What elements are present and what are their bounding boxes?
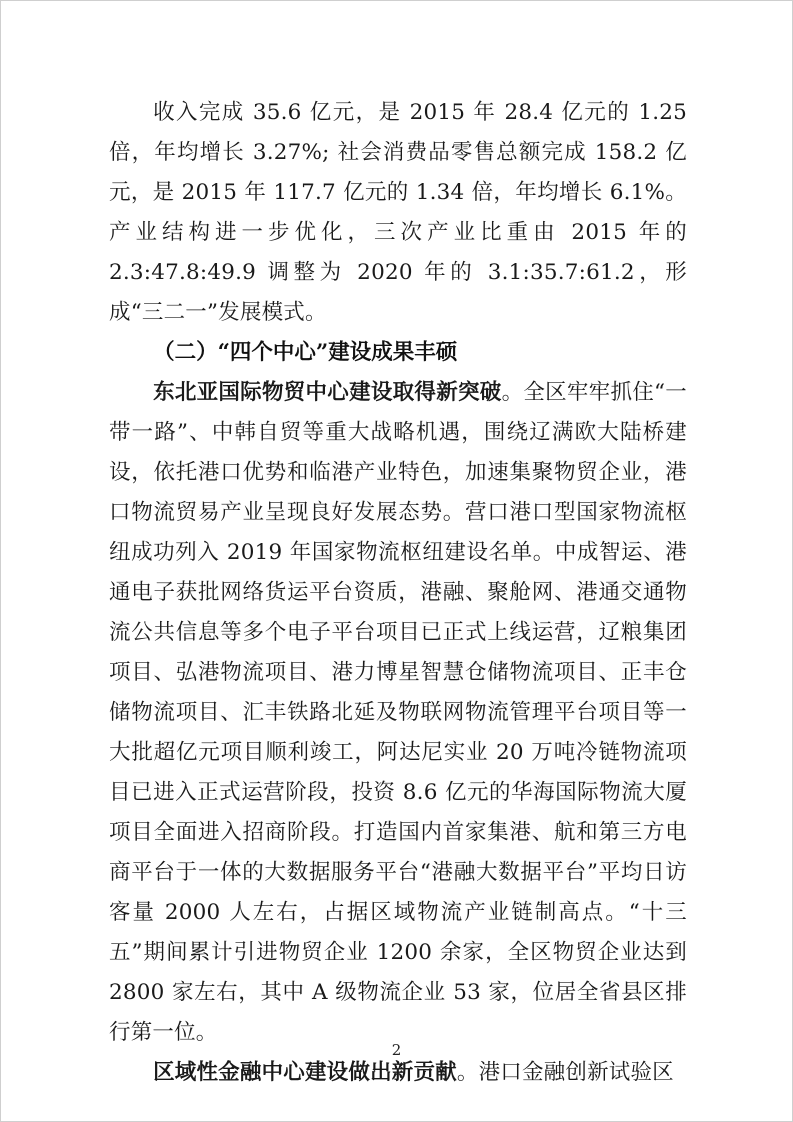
paragraph-body-northeast-asia: 。全区牢牢抓住“一带一路”、中韩自贸等重大战略机遇，围绕辽满欧大陆桥建设，依托港口优势和临港产业特色，加速集聚物贸企业，港口物流贸易产业呈现良好发展态势。营口港口型国家物流枢纽成功列入 2019 年国家物流枢纽建设名单。中成智运、港通电子获批网络货运平台资质，港融、聚舱网、港通交通物流公共信息等多个电子平台项目已正式上线运营，辽粮集团项目、弘港物流项目、港力博星智慧仓储物流项目、正丰仓储物流项目、汇丰铁路北延及物联网物流管理平台项目等一大批超亿元项目顺利竣工，阿达尼实业 20 万吨冷链物流项目已进入正式运营阶段，投资 8.6 亿元的华海国际物流大厦项目全面进入招商阶段。打造国内首家集港、航和第三方电商平台于一体的大数据服务平台“港融大数据平台”平均日访客量 2000 人左右，占据区域物流产业链制高点。“十三五”期间累计引进物贸企业 1200 余家，全区物贸企业达到 2800 家左右，其中 A 级物流企业 53 家，位居全省县区排行第一位。: [109, 380, 688, 1045]
paragraph-northeast-asia: [109, 373, 687, 1053]
paragraph-body-financial-center: 。港口金融创新试验区: [456, 1060, 674, 1085]
paragraph-financial-center: [109, 1053, 687, 1093]
paragraph-lead-financial-center: 区域性金融中心建设做出新贡献: [153, 1060, 457, 1085]
paragraph-economy-stats: 收入完成 35.6 亿元，是 2015 年 28.4 亿元的 1.25 倍，年均增长 3.27%; 社会消费品零售总额完成 158.2 亿元，是 2015 年 117.7 亿元的 1.34 倍，年均增长 6.1%。产业结构进一步优化，三次产业比重由 2015 年的 2.3:47.8:49.9 调整为 2020 年的 3.1:35.7:61.2，形成“三二一”发展模式。: [109, 100, 687, 325]
page-content: [109, 93, 687, 1093]
page-number: 2: [391, 1041, 402, 1059]
paragraph-lead-northeast-asia: 东北亚国际物贸中心建设取得新突破: [153, 380, 502, 405]
heading-four-centers: （二）“四个中心”建设成果丰硕: [153, 340, 458, 365]
